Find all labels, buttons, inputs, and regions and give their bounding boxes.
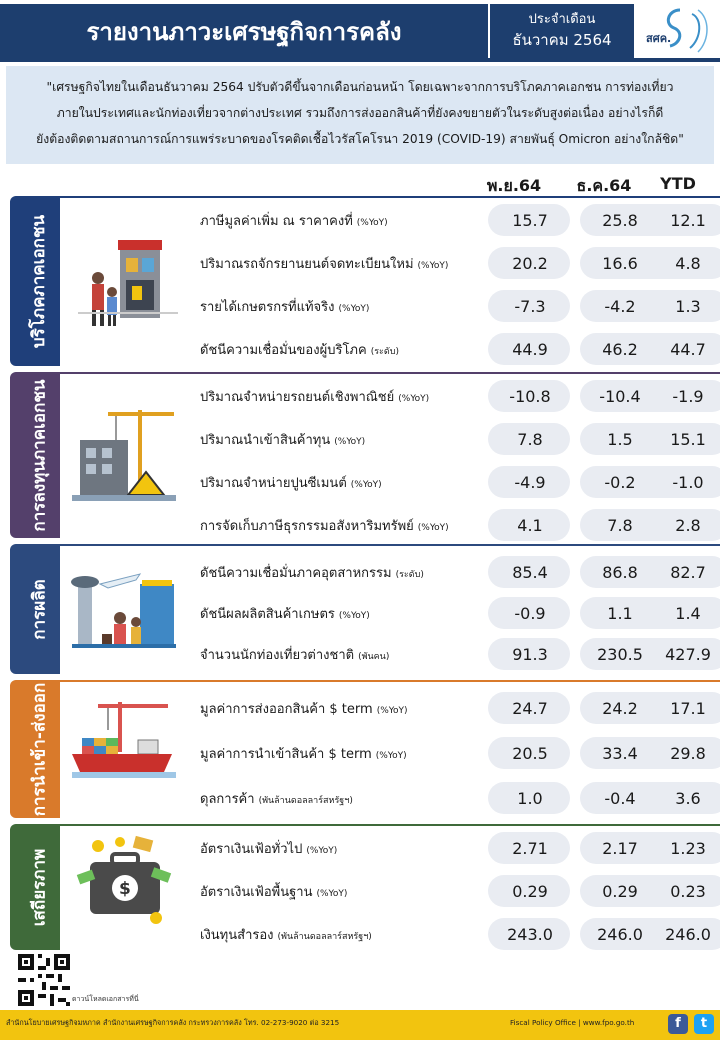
indicator-unit: (%YoY) [398,394,430,404]
section-title-text: การนำเข้า-ส่งออก [29,682,50,816]
indicator-label [200,386,429,407]
indicator-unit: (%YoY) [376,706,408,716]
indicator-unit: (%YoY) [306,846,338,856]
indicator-name: ดุลการค้า [200,792,255,807]
indicator-name: เงินทุนสำรอง [200,928,274,943]
indicator-row [10,464,720,498]
value-nov: 15.7 [512,211,548,230]
indicator-label [200,562,424,583]
value-dec: -0.4 [604,789,636,808]
indicator-row [10,690,720,724]
value-dec: 246.0 [597,925,643,944]
indicator-unit: (%YoY) [417,261,449,271]
indicator-name: มูลค่าการนำเข้าสินค้า $ term [200,747,372,762]
indicator-unit: (พันคน) [358,652,390,662]
value-nov: 2.71 [512,839,548,858]
indicator-row [10,780,720,814]
value-dec: 2.17 [602,839,638,858]
indicator-row [10,873,720,907]
indicator-label [200,881,347,902]
value-ytd: 1.23 [670,839,706,858]
value-nov: -10.8 [509,387,551,406]
indicator-name: ปริมาณนำเข้าสินค้าทุน [200,433,331,448]
indicator-name: อัตราเงินเฟ้อพื้นฐาน [200,885,313,900]
indicator-row [10,830,720,864]
section-4 [10,680,720,818]
indicator-label [200,472,382,493]
section-1 [10,196,720,366]
indicator-unit: (ระดับ) [395,570,424,580]
indicator-unit: (พันล้านดอลลาร์สหรัฐฯ) [258,796,353,806]
value-nov: 1.0 [517,789,543,808]
footer-contact: สำนักนโยบายเศรษฐกิจมหภาค สำนักงานเศรษฐกิจการคลัง กระทรวงการคลัง โทร. 02-273-9020 ต่อ 3215 [6,1018,340,1027]
indicator-name: ปริมาณรถจักรยานยนต์จดทะเบียนใหม่ [200,257,414,272]
indicator-label [200,743,407,764]
value-ytd: -1.9 [672,387,704,406]
value-dec: 1.5 [607,430,633,449]
summary-line-3: ยังต้องติดตามสถานการณ์การแพร่ระบาดของโรคติดเชื้อไวรัสโคโรนา 2019 (COVID-19) สายพันธุ์ Omicron อย่างใกล้ชิด" [36,132,684,146]
value-nov: 0.29 [512,882,548,901]
value-dec: -10.4 [599,387,641,406]
indicator-name: ดัชนีผลผลิตสินค้าเกษตร [200,607,335,622]
value-ytd: 2.8 [675,516,701,535]
indicator-row [10,202,720,236]
indicator-unit: (%YoY) [350,480,382,490]
section-title-text: บริโภคภาคเอกชน [29,214,50,348]
section-title-text: เสถียรภาพ [29,848,50,926]
value-ytd: 3.6 [675,789,701,808]
section-title-text: การลงทุนภาคเอกชน [29,378,50,532]
indicator-unit: (พันล้านดอลลาร์สหรัฐฯ) [277,932,372,942]
period-value: ธันวาคม 2564 [512,31,612,49]
facebook-icon[interactable]: f [668,1014,688,1034]
section-3 [10,544,720,674]
indicator-name: อัตราเงินเฟ้อทั่วไป [200,842,303,857]
indicator-name: การจัดเก็บภาษีธุรกรรมอสังหาริมทรัพย์ [200,519,414,534]
indicator-row [10,636,720,670]
value-dec: 46.2 [602,340,638,359]
indicator-label [200,253,448,274]
indicator-unit: (%YoY) [375,751,407,761]
indicator-label [200,788,353,809]
indicator-name: รายได้เกษตรกรที่แท้จริง [200,300,335,315]
indicator-label [200,515,449,536]
qr-caption: ดาวน์โหลดเอกสารที่นี่ [72,995,139,1003]
indicator-name: จำนวนนักท่องเที่ยวต่างชาติ [200,648,355,663]
indicator-row [10,378,720,412]
summary-line-1: "เศรษฐกิจไทยในเดือนธันวาคม 2564 ปรับตัวดีขึ้นจากเดือนก่อนหน้า โดยเฉพาะจากการบริโภคภาคเอกชน การท่องเที่ยว [46,80,674,94]
value-dec: -4.2 [604,297,636,316]
section-title-text: การผลิต [29,578,50,640]
column-header-ytd: YTD [660,174,696,193]
value-nov: 91.3 [512,645,548,664]
indicator-name: ดัชนีความเชื่อมั่นภาคอุตสาหกรรม [200,566,392,581]
fpo-logo [640,4,716,58]
value-ytd: 12.1 [670,211,706,230]
value-ytd: 29.8 [670,744,706,763]
indicator-label [200,296,369,317]
indicator-label [200,429,365,450]
indicator-unit: (%YoY) [338,611,370,621]
value-nov: 20.2 [512,254,548,273]
value-nov: -7.3 [514,297,546,316]
footer-bar [0,1010,720,1040]
value-nov: 24.7 [512,699,548,718]
value-nov: 7.8 [517,430,543,449]
svg-text:$: $ [119,879,131,899]
value-ytd: 15.1 [670,430,706,449]
value-ytd: 427.9 [665,645,711,664]
twitter-icon[interactable]: t [694,1014,714,1034]
value-dec: 230.5 [597,645,643,664]
indicator-label [200,603,370,624]
value-nov: 44.9 [512,340,548,359]
indicator-unit: (%YoY) [334,437,366,447]
indicator-row [10,245,720,279]
value-nov: 243.0 [507,925,553,944]
indicator-unit: (%YoY) [417,523,449,533]
period-box [490,4,634,58]
value-nov: 85.4 [512,563,548,582]
indicator-unit: (%YoY) [356,218,388,228]
indicator-row [10,735,720,769]
value-dec: 86.8 [602,563,638,582]
indicator-name: ภาษีมูลค่าเพิ่ม ณ ราคาคงที่ [200,214,353,229]
value-ytd: 17.1 [670,699,706,718]
value-ytd: 1.3 [675,297,701,316]
page-title: รายงานภาวะเศรษฐกิจการคลัง [0,4,488,58]
value-nov: -0.9 [514,604,546,623]
indicator-label [200,698,408,719]
value-ytd: 0.23 [670,882,706,901]
column-header-nov: พ.ย.64 [486,176,542,195]
indicator-name: ปริมาณจำหน่ายรถยนต์เชิงพาณิชย์ [200,390,395,405]
report-header [0,0,720,62]
indicator-name: มูลค่าการส่งออกสินค้า $ term [200,702,373,717]
indicator-unit: (%YoY) [338,304,370,314]
indicator-label [200,924,372,945]
indicator-name: ดัชนีความเชื่อมั่นของผู้บริโภค [200,343,367,358]
indicator-label [200,210,388,231]
indicator-row [10,554,720,588]
indicator-label [200,838,337,859]
section-5 [10,824,720,950]
header-rule [0,58,720,62]
indicator-row [10,595,720,629]
indicator-row [10,288,720,322]
indicator-label [200,644,389,665]
value-dec: 33.4 [602,744,638,763]
value-ytd: 82.7 [670,563,706,582]
qr-code[interactable] [18,954,70,1006]
summary-box [6,66,714,164]
indicator-row [10,421,720,455]
value-ytd: -1.0 [672,473,704,492]
indicator-label [200,339,399,360]
value-dec: -0.2 [604,473,636,492]
indicator-row [10,331,720,365]
footer-website[interactable]: Fiscal Policy Office | www.fpo.go.th [510,1018,635,1027]
value-ytd: 44.7 [670,340,706,359]
value-dec: 7.8 [607,516,633,535]
value-ytd: 1.4 [675,604,701,623]
value-dec: 1.1 [607,604,633,623]
indicator-row [10,916,720,950]
value-dec: 16.6 [602,254,638,273]
value-dec: 24.2 [602,699,638,718]
indicator-name: ปริมาณจำหน่ายปูนซีเมนต์ [200,476,347,491]
summary-line-2: ภายในประเทศและนักท่องเที่ยวจากต่างประเทศ รวมถึงการส่งออกสินค้าที่ยังคงขยายตัวในระดับสูงต่อเนื่อง อย่างไรก็ดี [56,106,664,120]
shop-illustration-icon [68,226,178,340]
indicator-unit: (%YoY) [316,889,348,899]
column-header-dec: ธ.ค.64 [576,176,632,195]
logo-text: สศค. [646,32,672,45]
value-nov: -4.9 [514,473,546,492]
indicator-unit: (ระดับ) [370,347,399,357]
value-dec: 0.29 [602,882,638,901]
value-ytd: 4.8 [675,254,701,273]
value-ytd: 246.0 [665,925,711,944]
value-nov: 4.1 [517,516,543,535]
value-nov: 20.5 [512,744,548,763]
value-dec: 25.8 [602,211,638,230]
indicator-row [10,507,720,541]
period-label: ประจำเดือน [528,12,596,27]
section-2 [10,372,720,538]
